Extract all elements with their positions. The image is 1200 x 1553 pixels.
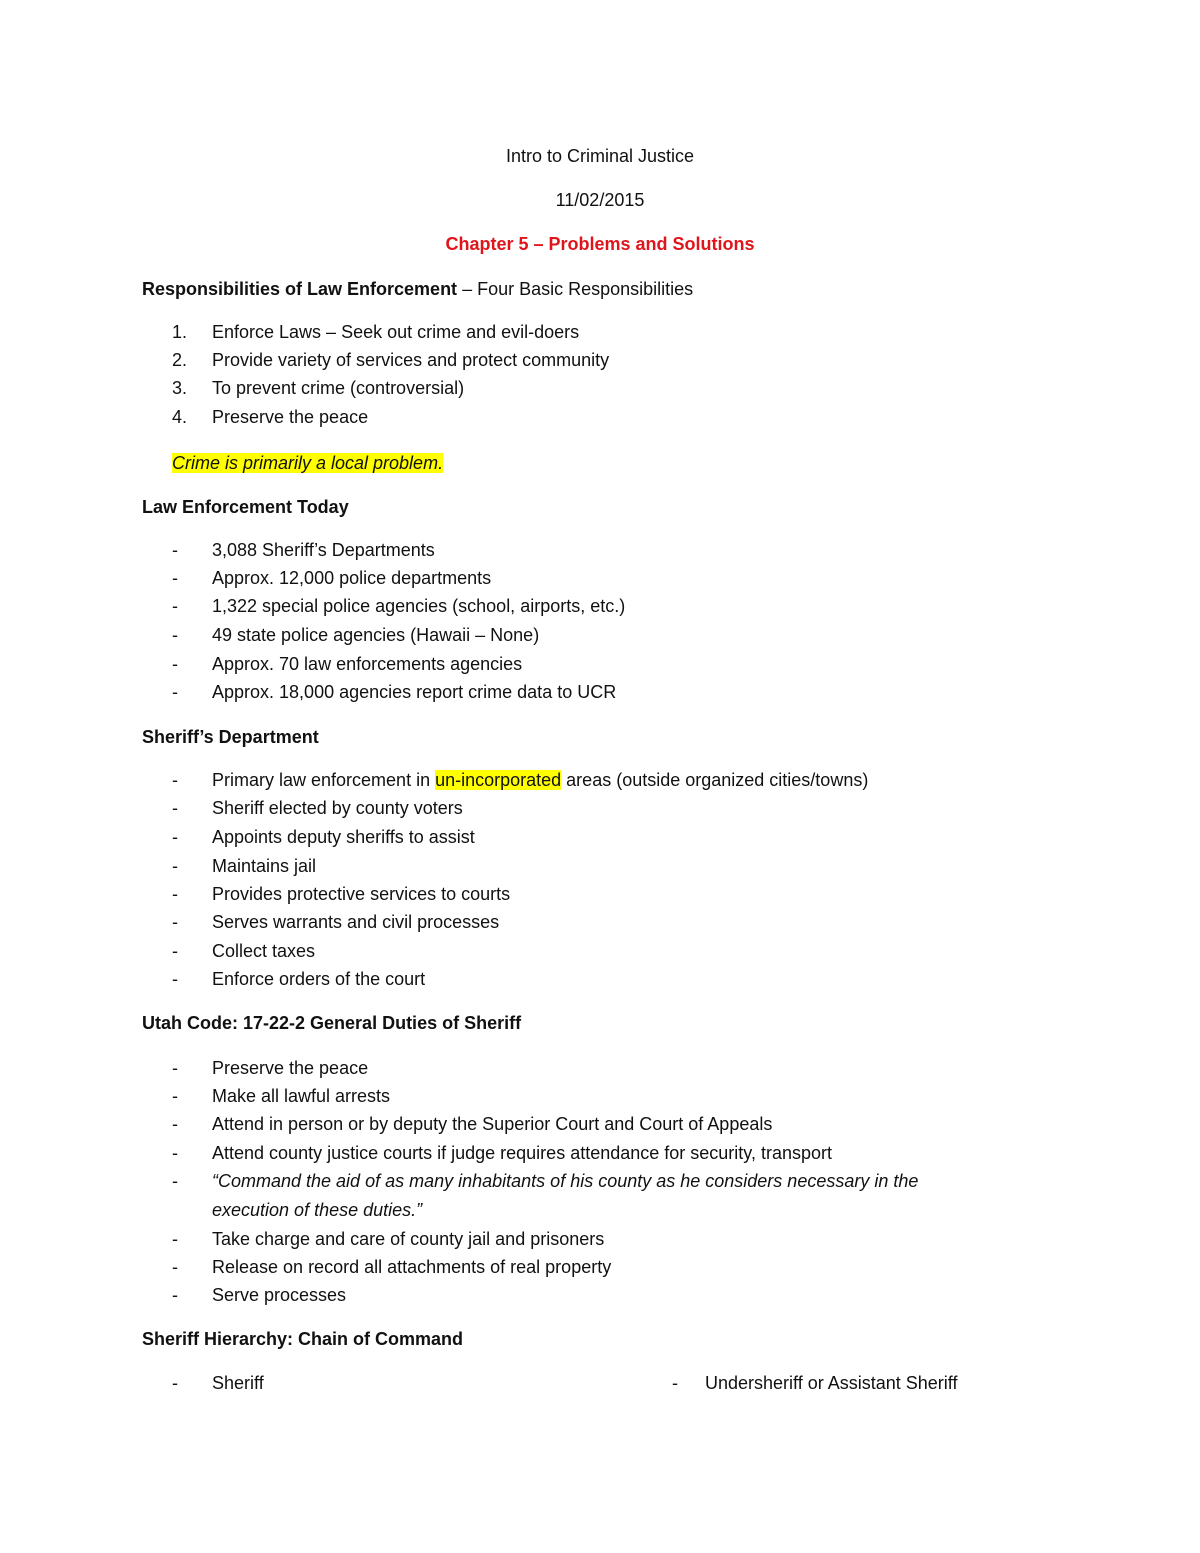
responsibilities-heading <box>142 277 693 301</box>
list-item: Serve processes <box>212 1285 347 1305</box>
bullet-marker: - <box>172 682 178 702</box>
list-item: Make all lawful arrests <box>212 1086 391 1106</box>
hierarchy-right-item: Undersheriff or Assistant Sheriff <box>705 1373 958 1393</box>
bullet-marker: - <box>172 1285 178 1305</box>
list-item: Release on record all attachments of real property <box>212 1257 612 1277</box>
highlight-note-text: Crime is primarily a local problem. <box>172 453 444 473</box>
bullet-marker: - <box>172 770 178 790</box>
bullet-marker: - <box>172 1058 178 1078</box>
list-item: Provide variety of services and protect community <box>212 350 610 370</box>
list-item: Preserve the peace <box>212 407 369 427</box>
chapter-title: Chapter 5 – Problems and Solutions <box>445 234 755 254</box>
list-item: Enforce Laws – Seek out crime and evil-doers <box>212 322 580 342</box>
bullet-marker: - <box>172 1114 178 1134</box>
list-item: 49 state police agencies (Hawaii – None) <box>212 625 540 645</box>
list-item: Attend county justice courts if judge requires attendance for security, transport <box>212 1143 832 1163</box>
list-marker: 3. <box>172 378 188 398</box>
highlight-note <box>172 451 443 475</box>
responsibilities-heading-bold: Responsibilities of Law Enforcement <box>142 279 458 299</box>
bullet-marker: - <box>172 1171 178 1191</box>
list-item <box>212 768 868 792</box>
bullet-marker: - <box>172 941 178 961</box>
bullet-marker: - <box>172 625 178 645</box>
responsibilities-heading-rest: – Four Basic Responsibilities <box>457 279 694 299</box>
list-item: Enforce orders of the court <box>212 969 426 989</box>
list-item: Attend in person or by deputy the Superior Court and Court of Appeals <box>212 1114 773 1134</box>
bullet-marker: - <box>172 969 178 989</box>
document-date: 11/02/2015 <box>555 190 645 210</box>
list-item-text: areas (outside organized cities/towns) <box>561 770 869 790</box>
list-marker: 1. <box>172 322 188 342</box>
bullet-marker: - <box>172 884 178 904</box>
bullet-marker: - <box>172 596 178 616</box>
list-item: Collect taxes <box>212 941 316 961</box>
bullet-marker: - <box>172 1373 178 1393</box>
sheriffs-department-heading: Sheriff’s Department <box>142 727 319 747</box>
list-item: Appoints deputy sheriffs to assist <box>212 827 475 847</box>
bullet-marker: - <box>172 654 178 674</box>
list-item: 3,088 Sheriff’s Departments <box>212 540 435 560</box>
bullet-marker: - <box>172 568 178 588</box>
list-item: Approx. 12,000 police departments <box>212 568 492 588</box>
bullet-marker: - <box>172 912 178 932</box>
hierarchy-left-item: Sheriff <box>212 1373 264 1393</box>
highlighted-term: un-incorporated <box>435 770 562 790</box>
list-marker: 2. <box>172 350 188 370</box>
list-item: 1,322 special police agencies (school, airports, etc.) <box>212 596 626 616</box>
list-item: Serves warrants and civil processes <box>212 912 500 932</box>
list-item: To prevent crime (controversial) <box>212 378 465 398</box>
utah-code-heading: Utah Code: 17-22-2 General Duties of Sheriff <box>142 1013 522 1033</box>
bullet-marker: - <box>172 827 178 847</box>
list-marker: 4. <box>172 407 188 427</box>
law-enforcement-today-heading: Law Enforcement Today <box>142 497 349 517</box>
bullet-marker: - <box>172 856 178 876</box>
bullet-marker: - <box>172 1143 178 1163</box>
list-item: Preserve the peace <box>212 1058 369 1078</box>
bullet-marker: - <box>172 1229 178 1249</box>
quote-line: “Command the aid of as many inhabitants of his county as he considers necessary in the <box>212 1171 919 1191</box>
course-title: Intro to Criminal Justice <box>505 146 695 166</box>
bullet-marker: - <box>172 540 178 560</box>
bullet-marker: - <box>672 1373 678 1393</box>
bullet-marker: - <box>172 798 178 818</box>
list-item: Provides protective services to courts <box>212 884 511 904</box>
bullet-marker: - <box>172 1086 178 1106</box>
list-item: Approx. 18,000 agencies report crime data to UCR <box>212 682 617 702</box>
list-item: Sheriff elected by county voters <box>212 798 463 818</box>
list-item: Approx. 70 law enforcements agencies <box>212 654 523 674</box>
list-item: Take charge and care of county jail and prisoners <box>212 1229 605 1249</box>
bullet-marker: - <box>172 1257 178 1277</box>
list-item-text: Primary law enforcement in <box>212 770 436 790</box>
hierarchy-heading: Sheriff Hierarchy: Chain of Command <box>142 1329 464 1349</box>
quote-line: execution of these duties.” <box>212 1200 423 1220</box>
list-item: Maintains jail <box>212 856 317 876</box>
